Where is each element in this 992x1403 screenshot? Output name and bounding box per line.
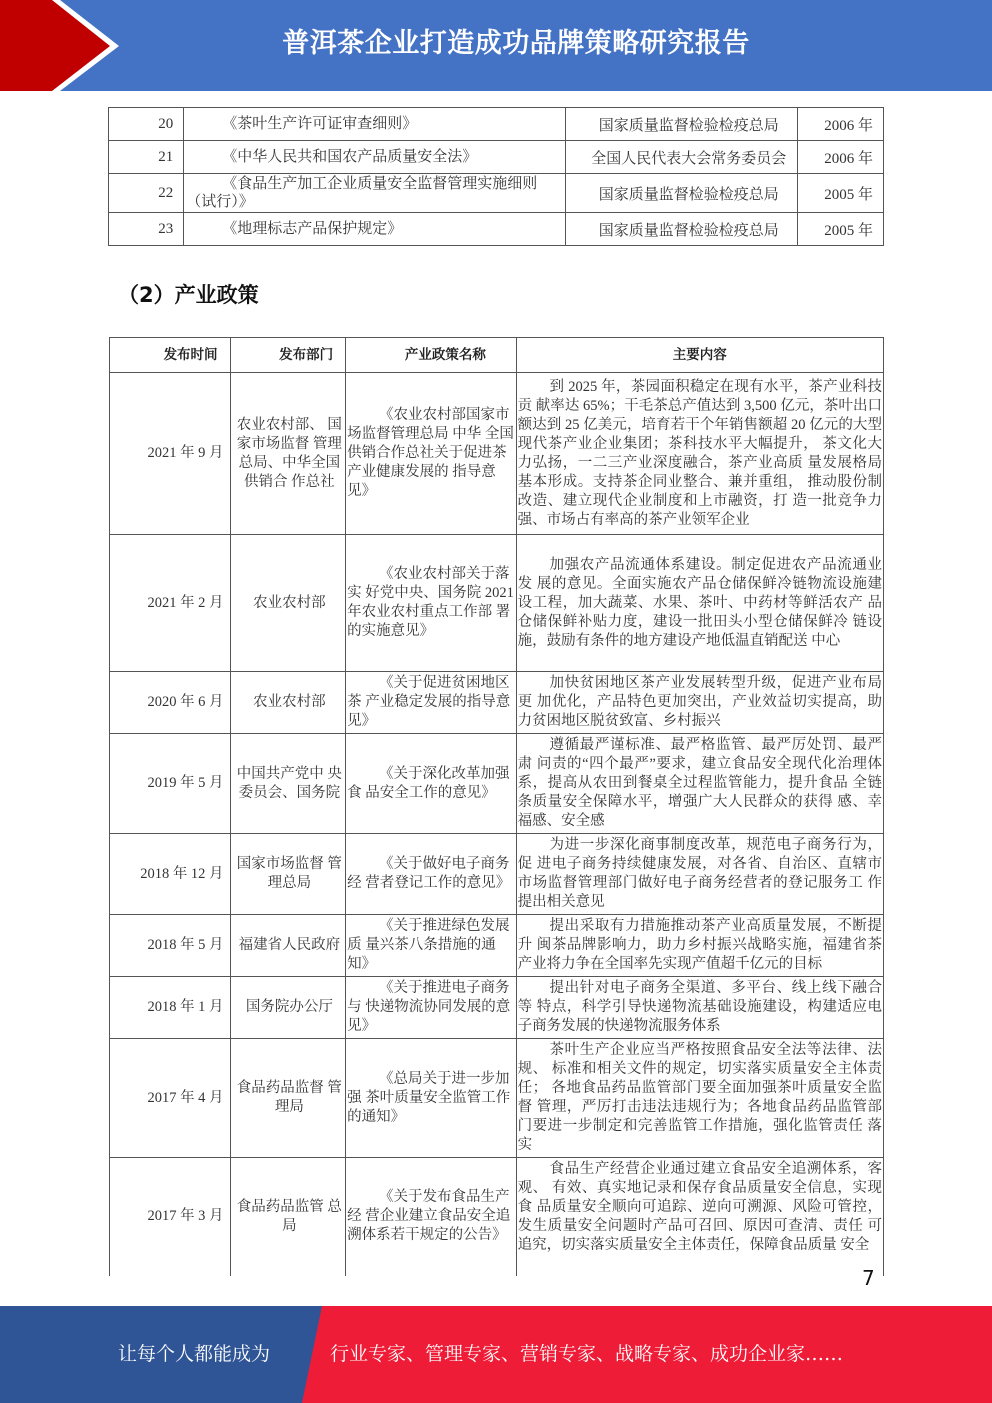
header-banner	[0, 0, 992, 91]
table-row	[109, 141, 884, 174]
publish-date: 2018 年 5 月	[110, 915, 231, 977]
policy-content: 到 2025 年，茶园面积稳定在现有水平，茶产业科技贡 献率达 65%；干毛茶总产值达到 3,500 亿元，茶叶出口额达到 25 亿美元，培育若干个年销售额超 20 亿元的大型现代茶产业企业集团；茶科技水平大幅提升， 茶文化大力弘扬，一二三产业深度融合，茶产业高质 量发展格局基本形成。支持茶企同业整合、兼并重组， 推动股份制改造、建立现代企业制度和上市融资，打 造一批竞争力强、市场占有率高的茶产业领军企业	[516, 373, 883, 535]
policy-content: 为进一步深化商事制度改革，规范电子商务行为，促 进电子商务持续健康发展，对各省、自治区、直辖市市场监督管理部门做好电子商务经营者的登记服务工 作提出相关意见	[516, 834, 883, 915]
policy-name: 《关于促进贫困地区茶 产业稳定发展的指导意 见》	[346, 672, 516, 734]
policy-content: 提出针对电子商务全渠道、多平台、线上线下融合等 特点，科学引导快递物流基础设施建设，构建适应电子商务发展的快递物流服务体系	[516, 977, 883, 1039]
regulation-name: 《食品生产加工企业质量安全监督管理实施细则（试行）》	[184, 174, 566, 213]
table-row	[110, 672, 884, 734]
regulation-name: 《茶叶生产许可证审查细则》	[184, 108, 566, 141]
policy-name: 《农业农村部国家市场监督管理总局 中华 全国供销合作总社关于促进茶产业健康发展的 指导意见》	[346, 373, 516, 535]
issue-year: 2005 年	[798, 213, 884, 246]
publish-department: 农业农村部	[230, 535, 346, 672]
policy-name: 《关于推进电子商务与 快递物流协同发展的意 见》	[346, 977, 516, 1039]
publish-date: 2020 年 6 月	[110, 672, 231, 734]
column-header-policy-name: 产业政策名称	[346, 338, 516, 373]
regulations-table	[108, 107, 884, 246]
policy-content: 加快贫困地区茶产业发展转型升级，促进产业布局更 加优化，产品特色更加突出，产业效益切实提高，助力贫困地区脱贫致富、乡村振兴	[516, 672, 883, 734]
policy-content: 食品生产经营企业通过建立食品安全追溯体系，客观、 有效、真实地记录和保存食品质量安全信息，实现食 品质量安全顺向可追踪、逆向可溯源、风险可管控，发生质量安全问题时产品可召回、原因可查清、责任 可追究，切实落实质量安全主体责任，保障食品质量 安全	[516, 1158, 883, 1276]
publish-department: 国家市场监督 管理总局	[230, 834, 346, 915]
footer-banner	[0, 1306, 992, 1403]
table-row	[109, 108, 884, 141]
issuing-department: 国家质量监督检验检疫总局	[566, 213, 798, 246]
policy-name: 《关于做好电子商务经 营者登记工作的意见》	[346, 834, 516, 915]
policy-content: 茶叶生产企业应当严格按照食品安全法等法律、法规、 标准和相关文件的规定，切实落实质量安全主体责任； 各地食品药品监管部门要全面加强茶叶质量安全监督 管理，严厉打击违法违规行为；各地食品药品监管部门要进一步制定和完善监管工作措施，强化监管责任 落实	[516, 1039, 883, 1158]
publish-department: 农业农村部、 国家市场监督 管理总局、中华全国供销合 作总社	[230, 373, 346, 535]
footer-slogan-roles: 行业专家、管理专家、营销专家、战略专家、成功企业家……	[330, 1343, 844, 1365]
policy-name: 《关于发布食品生产经 营企业建立食品安全追 溯体系若干规定的公告》	[346, 1158, 516, 1276]
publish-date: 2019 年 5 月	[110, 734, 231, 834]
publish-department: 农业农村部	[230, 672, 346, 734]
regulation-name: 《中华人民共和国农产品质量安全法》	[184, 141, 566, 174]
section-heading: （2）产业政策	[118, 283, 259, 307]
row-number: 20	[109, 108, 184, 141]
regulation-name: 《地理标志产品保护规定》	[184, 213, 566, 246]
industry-policy-table	[109, 337, 884, 1276]
publish-date: 2017 年 4 月	[110, 1039, 231, 1158]
publish-date: 2018 年 12 月	[110, 834, 231, 915]
table-row	[109, 213, 884, 246]
publish-date: 2021 年 9 月	[110, 373, 231, 535]
policy-name: 《关于推进绿色发展质 量兴茶八条措施的通知》	[346, 915, 516, 977]
issue-year: 2006 年	[798, 108, 884, 141]
table-row	[109, 174, 884, 213]
row-number: 23	[109, 213, 184, 246]
issuing-department: 全国人民代表大会常务委员会	[566, 141, 798, 174]
issuing-department: 国家质量监督检验检疫总局	[566, 108, 798, 141]
policy-name: 《关于深化改革加强食 品安全工作的意见》	[346, 734, 516, 834]
footer-slogan-lead: 让每个人都能成为	[118, 1343, 271, 1365]
column-header-department: 发布部门	[230, 338, 346, 373]
row-number: 21	[109, 141, 184, 174]
row-number: 22	[109, 174, 184, 213]
issue-year: 2005 年	[798, 174, 884, 213]
publish-department: 食品药品监督 管理局	[230, 1039, 346, 1158]
table-row	[110, 373, 884, 535]
table-row	[110, 977, 884, 1039]
issue-year: 2006 年	[798, 141, 884, 174]
publish-department: 国务院办公厅	[230, 977, 346, 1039]
policy-content: 加强农产品流通体系建设。制定促进农产品流通业发 展的意见。全面实施农产品仓储保鲜冷链物流设施建设工程，加大蔬菜、水果、茶叶、中药材等鲜活农产 品仓储保鲜补贴力度，建设一批田头小型仓储保鲜冷 链设施，鼓励有条件的地方建设产地低温直销配送 中心	[516, 535, 883, 672]
publish-date: 2021 年 2 月	[110, 535, 231, 672]
column-header-content: 主要内容	[516, 338, 883, 373]
publish-department: 食品药品监管 总局	[230, 1158, 346, 1276]
policy-name: 《总局关于进一步加强 茶叶质量安全监管工作 的通知》	[346, 1039, 516, 1158]
table-row	[110, 1039, 884, 1158]
page-number: 7	[862, 1266, 875, 1290]
table-row	[110, 535, 884, 672]
table-header-row	[110, 338, 884, 373]
column-header-date: 发布时间	[110, 338, 231, 373]
publish-department: 中国共产党中 央委员会、国务院	[230, 734, 346, 834]
policy-name: 《农业农村部关于落实 好党中央、国务院 2021 年农业农村重点工作部 署的实施意见》	[346, 535, 516, 672]
publish-date: 2017 年 3 月	[110, 1158, 231, 1276]
publish-date: 2018 年 1 月	[110, 977, 231, 1039]
report-title: 普洱茶企业打造成功品牌策略研究报告	[282, 28, 750, 59]
policy-content: 遵循最严谨标准、最严格监管、最严厉处罚、最严肃 问责的“四个最严”要求，建立食品安全现代化治理体系，提高从农田到餐桌全过程监管能力，提升食品 全链条质量安全保障水平，增强广大人民群众的获得 感、幸福感、安全感	[516, 734, 883, 834]
policy-content: 提出采取有力措施推动茶产业高质量发展，不断提升 闽茶品牌影响力，助力乡村振兴战略实施，福建省茶产业将力争在全国率先实现产值超千亿元的目标	[516, 915, 883, 977]
table-row	[110, 834, 884, 915]
publish-department: 福建省人民政府	[230, 915, 346, 977]
table-row	[110, 1158, 884, 1276]
issuing-department: 国家质量监督检验检疫总局	[566, 174, 798, 213]
table-row	[110, 915, 884, 977]
table-row	[110, 734, 884, 834]
